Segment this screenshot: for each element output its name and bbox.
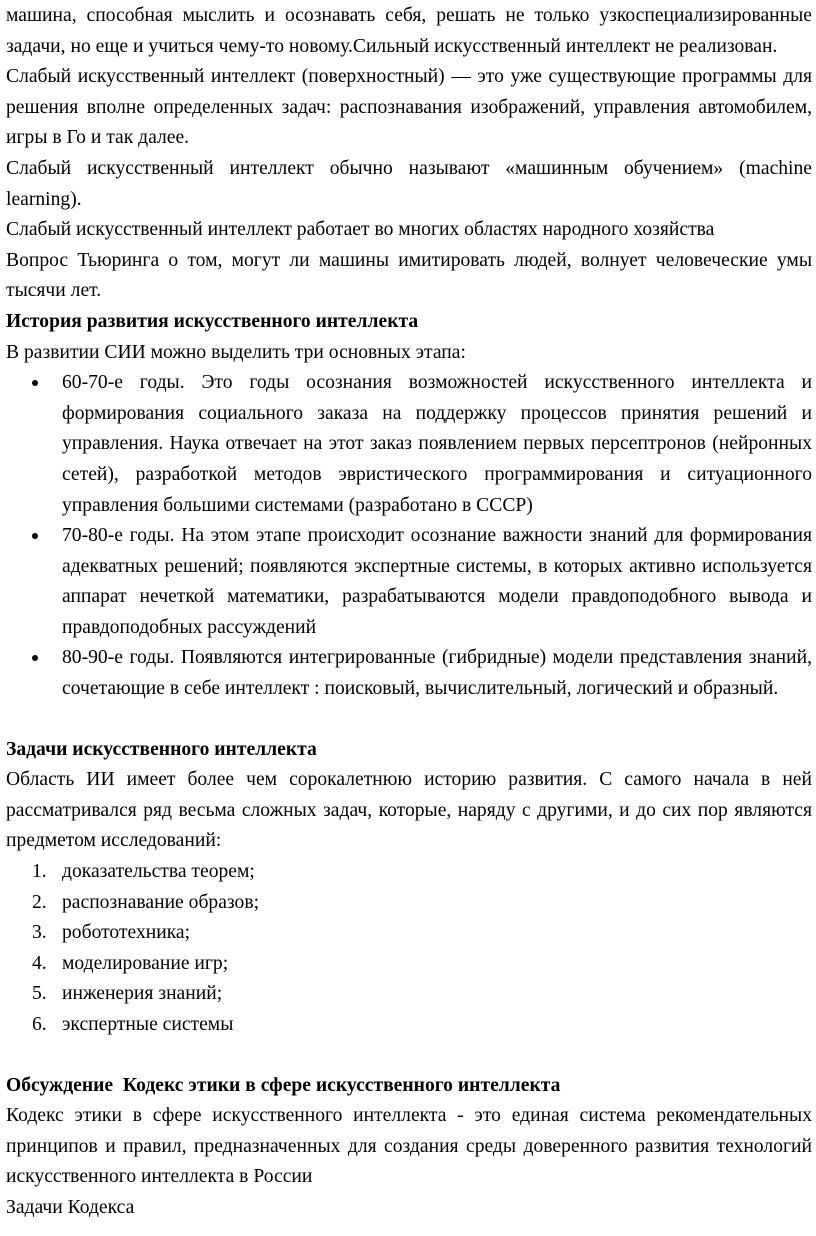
paragraph-machine-learning: Слабый искусственный интеллект обычно называют «машинным обучением» (machine learning). [6, 157, 812, 210]
list-item [6, 918, 812, 949]
list-item [6, 888, 812, 919]
list-number: 4. [32, 952, 47, 974]
tasks-list [6, 857, 812, 1041]
bullet-icon [32, 655, 38, 661]
discussion-lead: Кодекс этики в сфере искусственного интеллекта - это единая система рекомендательных принципов и правил, предназначенных для создания среды доверенного развития технологий искусственного интеллекта в России [6, 1105, 812, 1188]
history-lead: В развитии СИИ можно выделить три основных этапа: [6, 341, 466, 363]
list-item-text: инженерия знаний; [62, 983, 223, 1005]
list-number: 3. [32, 922, 47, 944]
spacer [6, 705, 812, 735]
document-body [6, 1, 812, 1224]
list-item-text: 60-70-е годы. Это годы осознания возможностей искусственного интеллекта и формирования социального заказа на поддержку процессов принятия решений и управления. Наука отвечает на этот заказ появлением первых персептронов (нейронных сетей), разработкой методов эвристического программирования и ситуационного управления большими системами (разработано в СССР) [62, 372, 812, 516]
bullet-icon [32, 533, 38, 539]
bullet-icon [32, 380, 38, 386]
heading-discussion: Обсуждение Кодекс этики в сфере искусственного интеллекта [6, 1074, 561, 1096]
list-item-text: робототехника; [62, 922, 191, 944]
heading-history: История развития искусственного интеллекта [6, 310, 419, 332]
tasks-lead: Область ИИ имеет более чем сорокалетнюю историю развития. С самого начала в ней рассматривался ряд весьма сложных задач, которые, наряду с другими, и до сих пор являются предметом исследований: [6, 769, 812, 852]
paragraph-weak-ai-areas: Слабый искусственный интеллект работает во многих областях народного хозяйства [6, 219, 715, 241]
spacer [6, 1041, 812, 1071]
list-item [6, 368, 812, 521]
list-item-text: распознавание образов; [62, 891, 260, 913]
paragraph-strong-ai: машина, способная мыслить и осознавать себя, решать не только узкоспециализированные задачи, но еще и учиться чему-то новому.Сильный искусственный интеллект не реализован. [6, 5, 812, 57]
paragraph-turing: Вопрос Тьюринга о том, могут ли машины имитировать людей, волнует человеческие умы тысячи лет. [6, 249, 812, 302]
list-item-text: экспертные системы [62, 1014, 234, 1035]
list-item [6, 979, 812, 1010]
history-stages-list [6, 368, 812, 705]
list-item-text: доказательства теорем; [62, 861, 255, 883]
list-item [6, 521, 812, 643]
paragraph-weak-ai: Слабый искусственный интеллект (поверхностный) — это уже существующие программы для решения вполне определенных задач: распознавания изображений, управления автомобилем, игры в Го и так далее. [6, 66, 812, 149]
list-item [6, 949, 812, 980]
list-item-text: 80-90-е годы. Появляются интегрированные (гибридные) модели представления знаний, сочетающие в себе интеллект : поисковый, вычислительный, логический и образный. [62, 647, 812, 700]
list-number: 6. [32, 1014, 47, 1035]
list-item-text: моделирование игр; [62, 952, 229, 974]
list-item [6, 1010, 812, 1041]
list-item-text: 70-80-е годы. На этом этапе происходит осознание важности знаний для формирования адекватных решений; появляются экспертные системы, в которых активно используется аппарат нечеткой математики, разрабатываются модели правдоподобного вывода и правдоподобных рассуждений [62, 525, 812, 638]
list-number: 5. [32, 983, 47, 1005]
heading-tasks: Задачи искусственного интеллекта [6, 738, 317, 760]
subheading-code-tasks: Задачи Кодекса [6, 1196, 135, 1218]
list-item [6, 857, 812, 888]
list-item [6, 643, 812, 704]
list-number: 2. [32, 891, 47, 913]
list-number: 1. [32, 861, 47, 883]
